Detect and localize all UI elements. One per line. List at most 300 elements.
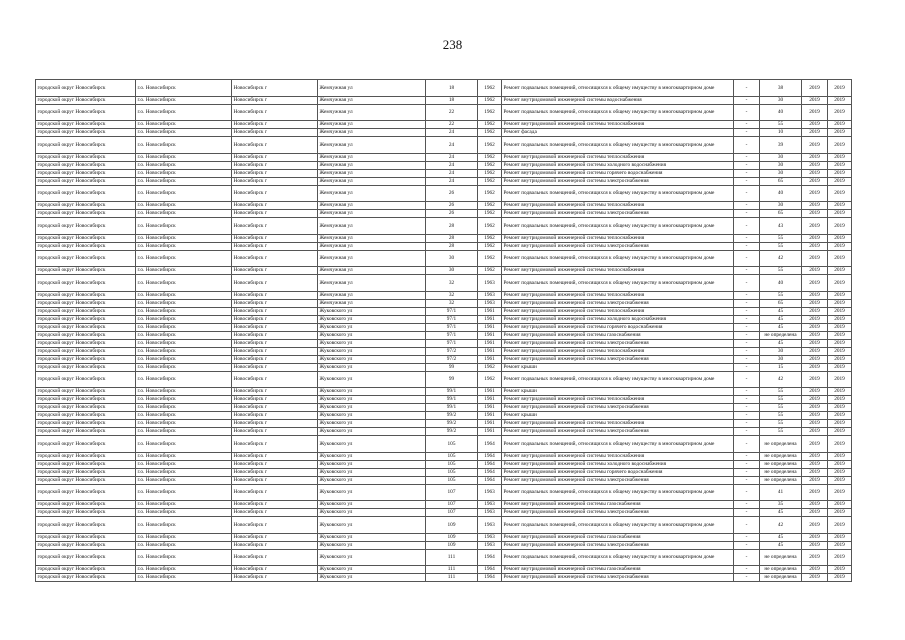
work-type-cell: Ремонт внутридомовой инженерной системы теплоснабжения	[502, 153, 734, 161]
table-row	[36, 96, 852, 104]
page-number: 238	[442, 37, 463, 52]
end-year-cell: 2019	[828, 250, 852, 267]
table-row	[36, 436, 852, 453]
start-year-cell: 2019	[802, 388, 828, 396]
year-cell: 1964	[478, 452, 502, 460]
start-year-cell: 2019	[802, 242, 828, 250]
table-row	[36, 275, 852, 292]
end-year-cell: 2019	[828, 315, 852, 323]
start-year-cell: 2019	[802, 371, 828, 388]
house-cell: 26	[426, 202, 478, 210]
settlement-cell: г.о. Новосибирск	[136, 355, 232, 363]
dash-cell: -	[734, 468, 760, 476]
table-row	[36, 234, 852, 242]
year-cell: 1962	[478, 250, 502, 267]
year-cell: 1964	[478, 468, 502, 476]
end-year-cell: 2019	[828, 420, 852, 428]
start-year-cell: 2019	[802, 484, 828, 501]
cost-cell: 45	[760, 533, 802, 541]
house-cell: 105	[426, 468, 478, 476]
dash-cell: -	[734, 420, 760, 428]
start-year-cell: 2019	[802, 137, 828, 154]
city-cell: Новосибирск г	[232, 267, 318, 275]
city-cell: Новосибирск г	[232, 484, 318, 501]
settlement-cell: г.о. Новосибирск	[136, 460, 232, 468]
work-type-cell: Ремонт внутридомовой инженерной системы горячего водоснабжения	[502, 169, 734, 177]
start-year-cell: 2019	[802, 501, 828, 509]
house-cell: 105	[426, 452, 478, 460]
cost-cell: не определена	[760, 574, 802, 582]
end-year-cell: 2019	[828, 363, 852, 371]
street-cell: Жуковского ул	[318, 566, 426, 574]
street-cell: Жуковского ул	[318, 388, 426, 396]
settlement-cell: г.о. Новосибирск	[136, 315, 232, 323]
work-type-cell: Ремонт внутридомовой инженерной системы теплоснабжения	[502, 307, 734, 315]
work-type-cell: Ремонт внутридомовой инженерной системы теплоснабжения	[502, 347, 734, 355]
end-year-cell: 2019	[828, 574, 852, 582]
settlement-cell: г.о. Новосибирск	[136, 347, 232, 355]
house-cell: 109	[426, 533, 478, 541]
table-row	[36, 315, 852, 323]
municipality-cell: городской округ Новосибирск	[36, 153, 136, 161]
house-cell: 97/2	[426, 347, 478, 355]
municipality-cell: городской округ Новосибирск	[36, 436, 136, 453]
city-cell: Новосибирск г	[232, 291, 318, 299]
dash-cell: -	[734, 121, 760, 129]
table-row	[36, 153, 852, 161]
start-year-cell: 2019	[802, 315, 828, 323]
table-row	[36, 121, 852, 129]
start-year-cell: 2019	[802, 412, 828, 420]
table-row	[36, 363, 852, 371]
street-cell: Жемчужная ул	[318, 218, 426, 235]
house-cell: 32	[426, 299, 478, 307]
house-cell: 107	[426, 501, 478, 509]
start-year-cell: 2019	[802, 541, 828, 549]
street-cell: Жемчужная ул	[318, 96, 426, 104]
work-type-cell: Ремонт внутридомовой инженерной системы теплоснабжения	[502, 420, 734, 428]
house-cell: 97/1	[426, 339, 478, 347]
settlement-cell: г.о. Новосибирск	[136, 476, 232, 484]
house-cell: 32	[426, 275, 478, 292]
start-year-cell: 2019	[802, 339, 828, 347]
cost-cell: 30	[760, 347, 802, 355]
cost-cell: не определена	[760, 549, 802, 566]
start-year-cell: 2019	[802, 363, 828, 371]
settlement-cell: г.о. Новосибирск	[136, 574, 232, 582]
start-year-cell: 2019	[802, 509, 828, 517]
house-cell: 97/2	[426, 355, 478, 363]
house-cell: 97/1	[426, 323, 478, 331]
end-year-cell: 2019	[828, 404, 852, 412]
dash-cell: -	[734, 153, 760, 161]
house-cell: 24	[426, 129, 478, 137]
end-year-cell: 2019	[828, 388, 852, 396]
city-cell: Новосибирск г	[232, 153, 318, 161]
street-cell: Жуковского ул	[318, 484, 426, 501]
cost-cell: 55	[760, 234, 802, 242]
work-type-cell: Ремонт подвальных помещений, относящихся к общему имуществу в многоквартирном доме	[502, 484, 734, 501]
dash-cell: -	[734, 436, 760, 453]
street-cell: Жуковского ул	[318, 541, 426, 549]
work-type-cell: Ремонт внутридомовой инженерной системы электроснабжения	[502, 541, 734, 549]
house-cell: 24	[426, 161, 478, 169]
year-cell: 1961	[478, 307, 502, 315]
dash-cell: -	[734, 355, 760, 363]
work-type-cell: Ремонт внутридомовой инженерной системы электроснабжения	[502, 339, 734, 347]
street-cell: Жемчужная ул	[318, 137, 426, 154]
street-cell: Жуковского ул	[318, 501, 426, 509]
year-cell: 1962	[478, 169, 502, 177]
dash-cell: -	[734, 388, 760, 396]
cost-cell: 15	[760, 363, 802, 371]
year-cell: 1962	[478, 218, 502, 235]
year-cell: 1963	[478, 501, 502, 509]
work-type-cell: Ремонт внутридомовой инженерной системы электроснабжения	[502, 509, 734, 517]
end-year-cell: 2019	[828, 412, 852, 420]
house-cell: 111	[426, 574, 478, 582]
cost-cell: 55	[760, 242, 802, 250]
cost-cell: 40	[760, 104, 802, 121]
start-year-cell: 2019	[802, 202, 828, 210]
street-cell: Жемчужная ул	[318, 291, 426, 299]
settlement-cell: г.о. Новосибирск	[136, 371, 232, 388]
year-cell: 1961	[478, 331, 502, 339]
house-cell: 18	[426, 96, 478, 104]
year-cell: 1961	[478, 428, 502, 436]
city-cell: Новосибирск г	[232, 121, 318, 129]
municipality-cell: городской округ Новосибирск	[36, 355, 136, 363]
municipality-cell: городской округ Новосибирск	[36, 388, 136, 396]
cost-cell: не определена	[760, 476, 802, 484]
city-cell: Новосибирск г	[232, 517, 318, 534]
table-row	[36, 169, 852, 177]
table-row	[36, 218, 852, 235]
street-cell: Жуковского ул	[318, 468, 426, 476]
house-cell: 109	[426, 541, 478, 549]
house-cell: 99	[426, 371, 478, 388]
table-row	[36, 291, 852, 299]
street-cell: Жуковского ул	[318, 476, 426, 484]
municipality-cell: городской округ Новосибирск	[36, 468, 136, 476]
city-cell: Новосибирск г	[232, 533, 318, 541]
city-cell: Новосибирск г	[232, 468, 318, 476]
cost-cell: 30	[760, 153, 802, 161]
house-cell: 28	[426, 242, 478, 250]
work-type-cell: Ремонт внутридомовой инженерной системы теплоснабжения	[502, 234, 734, 242]
cost-cell: 55	[760, 121, 802, 129]
work-type-cell: Ремонт внутридомовой инженерной системы электроснабжения	[502, 177, 734, 185]
municipality-cell: городской округ Новосибирск	[36, 202, 136, 210]
settlement-cell: г.о. Новосибирск	[136, 242, 232, 250]
city-cell: Новосибирск г	[232, 388, 318, 396]
start-year-cell: 2019	[802, 121, 828, 129]
house-cell: 26	[426, 210, 478, 218]
table-row	[36, 517, 852, 534]
end-year-cell: 2019	[828, 347, 852, 355]
cost-cell: 41	[760, 484, 802, 501]
table-row	[36, 80, 852, 97]
end-year-cell: 2019	[828, 323, 852, 331]
dash-cell: -	[734, 185, 760, 202]
city-cell: Новосибирск г	[232, 250, 318, 267]
cost-cell: 30	[760, 169, 802, 177]
start-year-cell: 2019	[802, 566, 828, 574]
work-type-cell: Ремонт внутридомовой инженерной системы холодного водоснабжения	[502, 161, 734, 169]
cost-cell: 45	[760, 339, 802, 347]
end-year-cell: 2019	[828, 476, 852, 484]
cost-cell: 30	[760, 161, 802, 169]
work-type-cell: Ремонт внутридомовой инженерной системы газоснабжения	[502, 566, 734, 574]
municipality-cell: городской округ Новосибирск	[36, 371, 136, 388]
end-year-cell: 2019	[828, 331, 852, 339]
house-cell: 107	[426, 484, 478, 501]
street-cell: Жемчужная ул	[318, 234, 426, 242]
end-year-cell: 2019	[828, 137, 852, 154]
end-year-cell: 2019	[828, 96, 852, 104]
municipality-cell: городской округ Новосибирск	[36, 460, 136, 468]
table-row	[36, 404, 852, 412]
settlement-cell: г.о. Новосибирск	[136, 291, 232, 299]
end-year-cell: 2019	[828, 396, 852, 404]
dash-cell: -	[734, 267, 760, 275]
settlement-cell: г.о. Новосибирск	[136, 420, 232, 428]
city-cell: Новосибирск г	[232, 347, 318, 355]
settlement-cell: г.о. Новосибирск	[136, 501, 232, 509]
dash-cell: -	[734, 299, 760, 307]
end-year-cell: 2019	[828, 371, 852, 388]
city-cell: Новосибирск г	[232, 549, 318, 566]
street-cell: Жемчужная ул	[318, 161, 426, 169]
municipality-cell: городской округ Новосибирск	[36, 315, 136, 323]
city-cell: Новосибирск г	[232, 161, 318, 169]
municipality-cell: городской округ Новосибирск	[36, 501, 136, 509]
city-cell: Новосибирск г	[232, 501, 318, 509]
cost-cell: 65	[760, 210, 802, 218]
table-row	[36, 396, 852, 404]
work-type-cell: Ремонт внутридомовой инженерной системы холодного водоснабжения	[502, 315, 734, 323]
table-row	[36, 129, 852, 137]
end-year-cell: 2019	[828, 210, 852, 218]
work-type-cell: Ремонт внутридомовой инженерной системы электроснабжения	[502, 574, 734, 582]
work-type-cell: Ремонт внутридомовой инженерной системы электроснабжения	[502, 428, 734, 436]
table-row	[36, 347, 852, 355]
house-cell: 107	[426, 509, 478, 517]
year-cell: 1962	[478, 234, 502, 242]
end-year-cell: 2019	[828, 549, 852, 566]
cost-cell: 45	[760, 541, 802, 549]
year-cell: 1963	[478, 291, 502, 299]
table-row	[36, 210, 852, 218]
municipality-cell: городской округ Новосибирск	[36, 509, 136, 517]
start-year-cell: 2019	[802, 218, 828, 235]
year-cell: 1964	[478, 566, 502, 574]
start-year-cell: 2019	[802, 452, 828, 460]
municipality-cell: городской округ Новосибирск	[36, 234, 136, 242]
work-type-cell: Ремонт внутридомовой инженерной системы газоснабжения	[502, 501, 734, 509]
cost-cell: 42	[760, 371, 802, 388]
end-year-cell: 2019	[828, 121, 852, 129]
start-year-cell: 2019	[802, 517, 828, 534]
year-cell: 1962	[478, 210, 502, 218]
table-row	[36, 355, 852, 363]
start-year-cell: 2019	[802, 574, 828, 582]
dash-cell: -	[734, 476, 760, 484]
municipality-cell: городской округ Новосибирск	[36, 452, 136, 460]
end-year-cell: 2019	[828, 177, 852, 185]
cost-cell: 40	[760, 275, 802, 292]
dash-cell: -	[734, 363, 760, 371]
repair-schedule-table	[35, 79, 851, 582]
work-type-cell: Ремонт внутридомовой инженерной системы водоснабжения	[502, 96, 734, 104]
year-cell: 1963	[478, 517, 502, 534]
start-year-cell: 2019	[802, 169, 828, 177]
end-year-cell: 2019	[828, 202, 852, 210]
street-cell: Жуковского ул	[318, 517, 426, 534]
city-cell: Новосибирск г	[232, 436, 318, 453]
table-row	[36, 574, 852, 582]
end-year-cell: 2019	[828, 80, 852, 97]
settlement-cell: г.о. Новосибирск	[136, 363, 232, 371]
cost-cell: не определена	[760, 566, 802, 574]
work-type-cell: Ремонт крыши	[502, 412, 734, 420]
end-year-cell: 2019	[828, 541, 852, 549]
settlement-cell: г.о. Новосибирск	[136, 104, 232, 121]
city-cell: Новосибирск г	[232, 234, 318, 242]
table-row	[36, 533, 852, 541]
city-cell: Новосибирск г	[232, 404, 318, 412]
city-cell: Новосибирск г	[232, 420, 318, 428]
city-cell: Новосибирск г	[232, 574, 318, 582]
dash-cell: -	[734, 396, 760, 404]
street-cell: Жуковского ул	[318, 420, 426, 428]
year-cell: 1962	[478, 363, 502, 371]
table-row	[36, 161, 852, 169]
year-cell: 1962	[478, 371, 502, 388]
start-year-cell: 2019	[802, 96, 828, 104]
municipality-cell: городской округ Новосибирск	[36, 404, 136, 412]
settlement-cell: г.о. Новосибирск	[136, 323, 232, 331]
municipality-cell: городской округ Новосибирск	[36, 574, 136, 582]
work-type-cell: Ремонт подвальных помещений, относящихся к общему имуществу в многоквартирном доме	[502, 275, 734, 292]
municipality-cell: городской округ Новосибирск	[36, 80, 136, 97]
work-type-cell: Ремонт внутридомовой инженерной системы холодного водоснабжения	[502, 460, 734, 468]
start-year-cell: 2019	[802, 549, 828, 566]
street-cell: Жуковского ул	[318, 412, 426, 420]
street-cell: Жуковского ул	[318, 323, 426, 331]
dash-cell: -	[734, 452, 760, 460]
work-type-cell: Ремонт подвальных помещений, относящихся к общему имуществу в многоквартирном доме	[502, 218, 734, 235]
year-cell: 1963	[478, 484, 502, 501]
end-year-cell: 2019	[828, 468, 852, 476]
table-row	[36, 299, 852, 307]
work-type-cell: Ремонт внутридомовой инженерной системы горячего водоснабжения	[502, 468, 734, 476]
settlement-cell: г.о. Новосибирск	[136, 484, 232, 501]
city-cell: Новосибирск г	[232, 104, 318, 121]
table-row	[36, 267, 852, 275]
start-year-cell: 2019	[802, 323, 828, 331]
dash-cell: -	[734, 331, 760, 339]
work-type-cell: Ремонт подвальных помещений, относящихся к общему имуществу в многоквартирном доме	[502, 436, 734, 453]
house-cell: 28	[426, 218, 478, 235]
city-cell: Новосибирск г	[232, 218, 318, 235]
municipality-cell: городской округ Новосибирск	[36, 129, 136, 137]
street-cell: Жемчужная ул	[318, 129, 426, 137]
settlement-cell: г.о. Новосибирск	[136, 161, 232, 169]
city-cell: Новосибирск г	[232, 299, 318, 307]
municipality-cell: городской округ Новосибирск	[36, 250, 136, 267]
year-cell: 1961	[478, 396, 502, 404]
municipality-cell: городской округ Новосибирск	[36, 291, 136, 299]
end-year-cell: 2019	[828, 267, 852, 275]
dash-cell: -	[734, 250, 760, 267]
municipality-cell: городской округ Новосибирск	[36, 275, 136, 292]
settlement-cell: г.о. Новосибирск	[136, 267, 232, 275]
dash-cell: -	[734, 315, 760, 323]
house-cell: 22	[426, 121, 478, 129]
year-cell: 1961	[478, 388, 502, 396]
municipality-cell: городской округ Новосибирск	[36, 169, 136, 177]
start-year-cell: 2019	[802, 420, 828, 428]
end-year-cell: 2019	[828, 153, 852, 161]
year-cell: 1962	[478, 80, 502, 97]
end-year-cell: 2019	[828, 533, 852, 541]
year-cell: 1961	[478, 355, 502, 363]
city-cell: Новосибирск г	[232, 412, 318, 420]
year-cell: 1962	[478, 242, 502, 250]
year-cell: 1964	[478, 476, 502, 484]
year-cell: 1961	[478, 339, 502, 347]
dash-cell: -	[734, 96, 760, 104]
cost-cell: 45	[760, 307, 802, 315]
house-cell: 30	[426, 250, 478, 267]
settlement-cell: г.о. Новосибирск	[136, 388, 232, 396]
dash-cell: -	[734, 307, 760, 315]
city-cell: Новосибирск г	[232, 137, 318, 154]
start-year-cell: 2019	[802, 291, 828, 299]
municipality-cell: городской округ Новосибирск	[36, 517, 136, 534]
start-year-cell: 2019	[802, 476, 828, 484]
end-year-cell: 2019	[828, 129, 852, 137]
city-cell: Новосибирск г	[232, 169, 318, 177]
start-year-cell: 2019	[802, 307, 828, 315]
city-cell: Новосибирск г	[232, 476, 318, 484]
house-cell: 24	[426, 153, 478, 161]
dash-cell: -	[734, 412, 760, 420]
work-type-cell: Ремонт фасада	[502, 129, 734, 137]
dash-cell: -	[734, 242, 760, 250]
settlement-cell: г.о. Новосибирск	[136, 412, 232, 420]
work-type-cell: Ремонт подвальных помещений, относящихся к общему имуществу в многоквартирном доме	[502, 250, 734, 267]
cost-cell: не определена	[760, 436, 802, 453]
dash-cell: -	[734, 291, 760, 299]
street-cell: Жуковского ул	[318, 339, 426, 347]
table-row	[36, 541, 852, 549]
house-cell: 24	[426, 169, 478, 177]
street-cell: Жемчужная ул	[318, 177, 426, 185]
end-year-cell: 2019	[828, 501, 852, 509]
table-row	[36, 104, 852, 121]
cost-cell: 30	[760, 202, 802, 210]
table-row	[36, 388, 852, 396]
street-cell: Жемчужная ул	[318, 267, 426, 275]
year-cell: 1962	[478, 267, 502, 275]
work-type-cell: Ремонт внутридомовой инженерной системы электроснабжения	[502, 355, 734, 363]
street-cell: Жемчужная ул	[318, 299, 426, 307]
municipality-cell: городской округ Новосибирск	[36, 484, 136, 501]
house-cell: 105	[426, 476, 478, 484]
start-year-cell: 2019	[802, 347, 828, 355]
